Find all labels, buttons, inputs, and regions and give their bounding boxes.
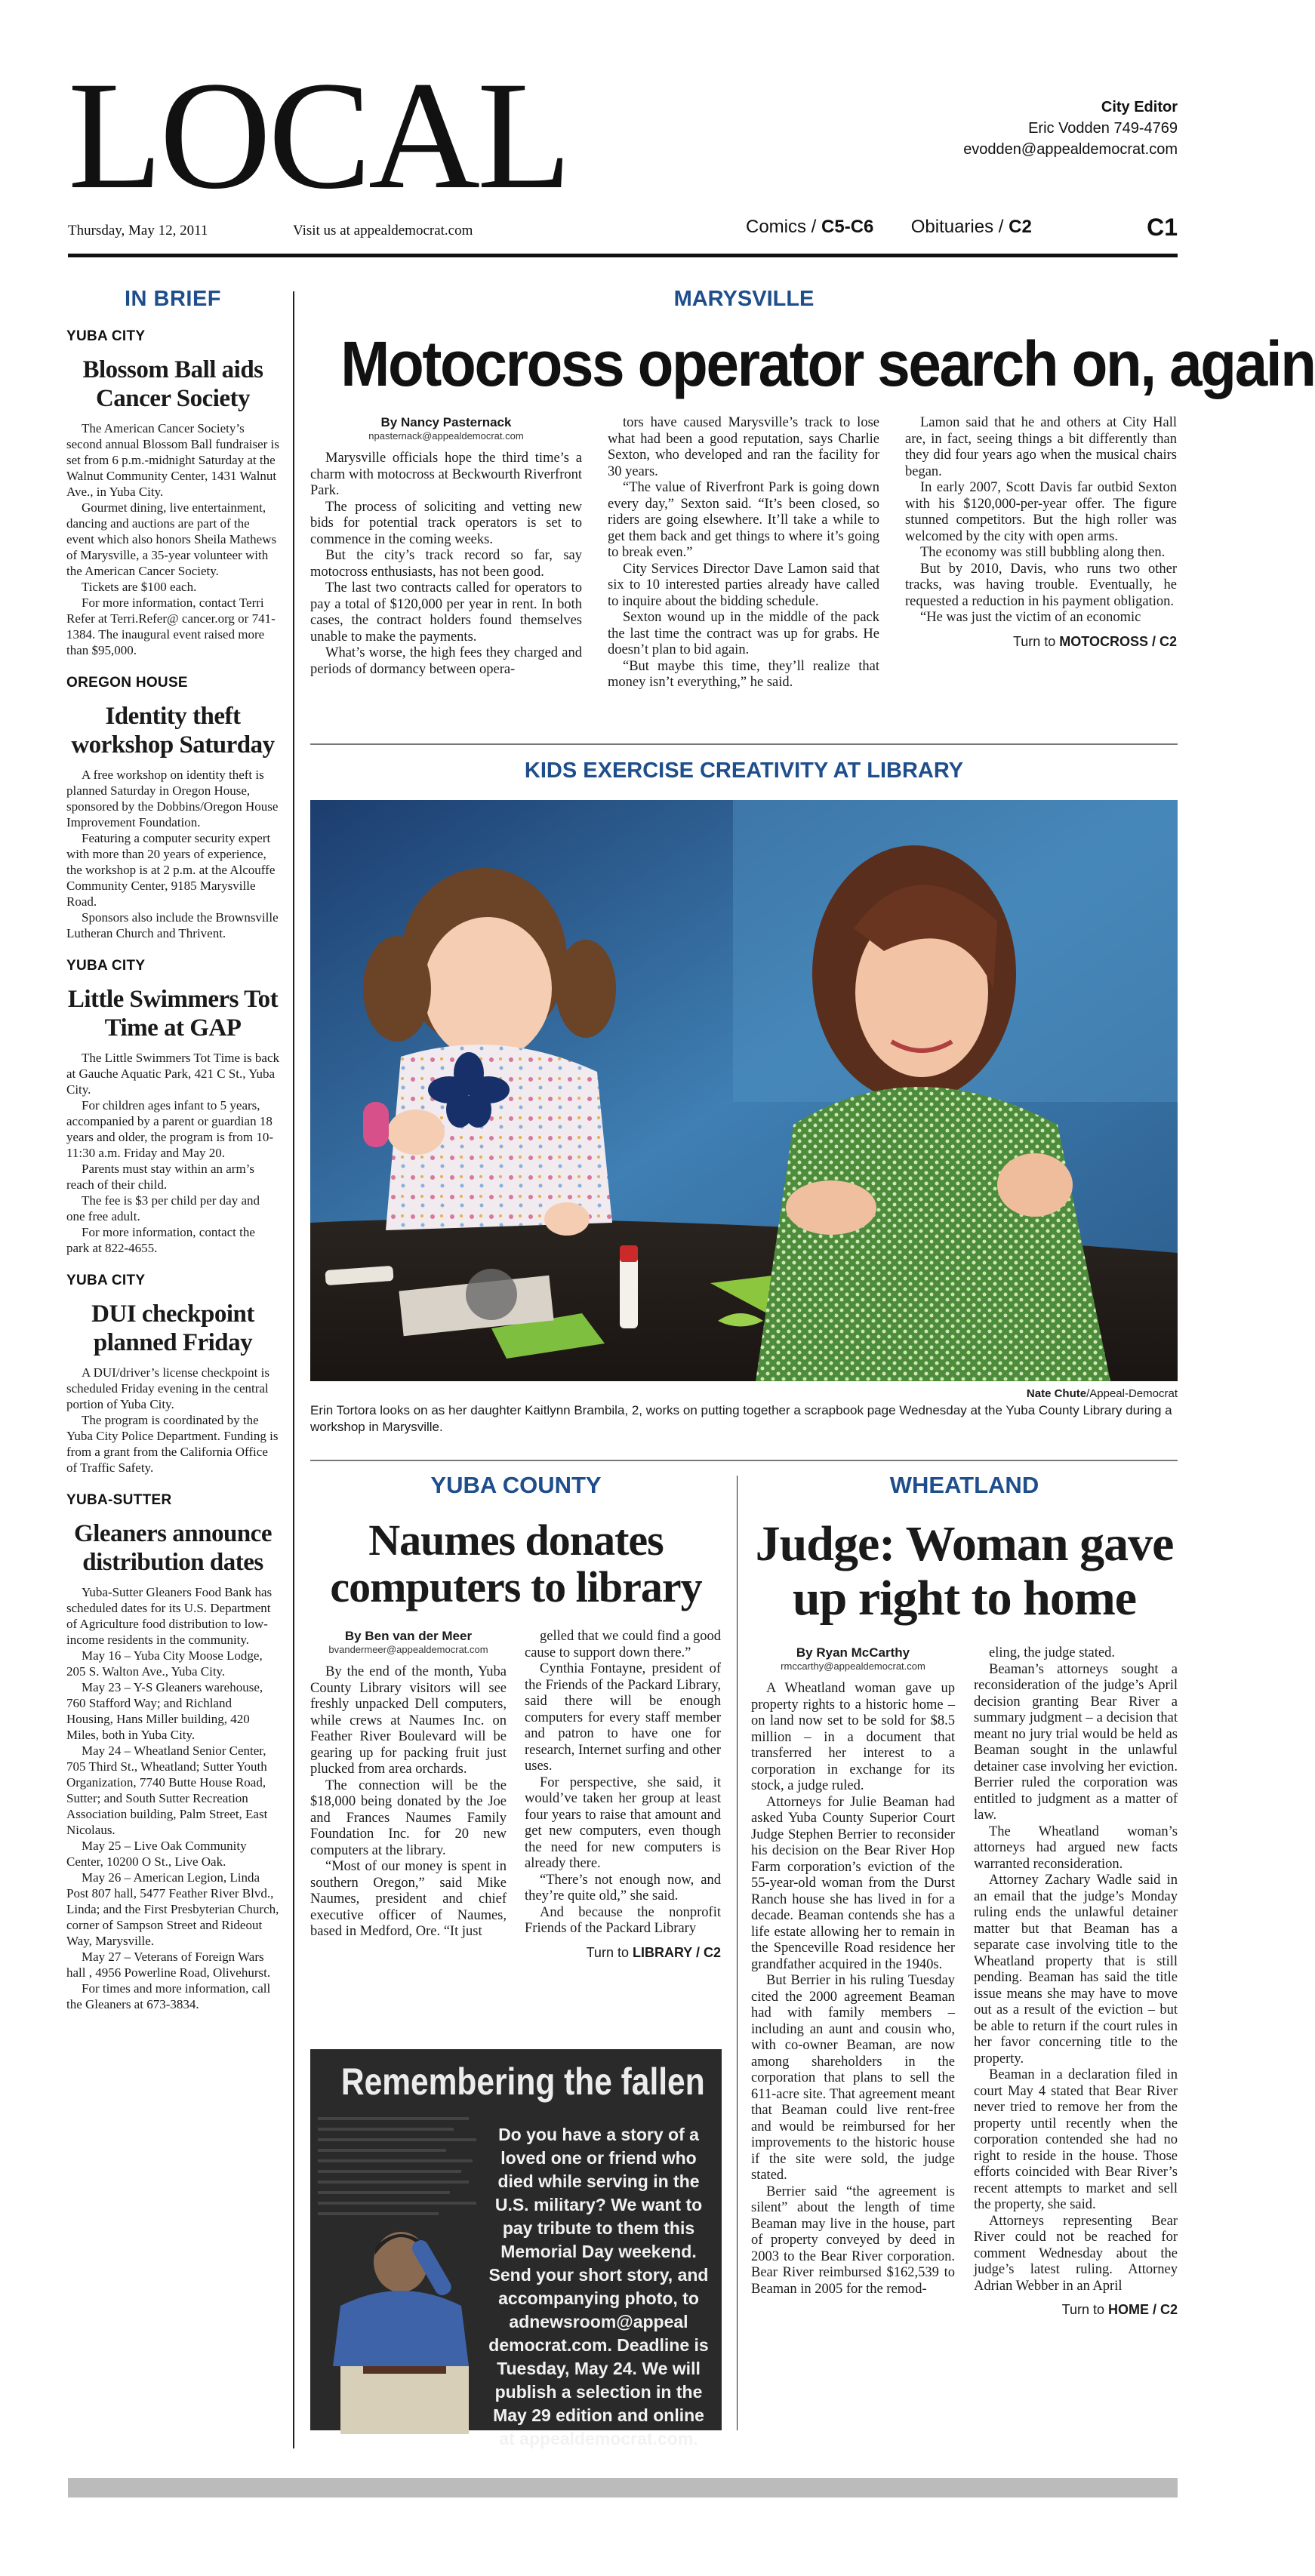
story-divider-top [310, 743, 1178, 745]
wheatland-story [751, 1472, 1178, 2461]
brief-paragraph: Sponsors also include the Brownsville Lutheran Church and Thrivent. [66, 910, 279, 940]
article-paragraph: Beaman in a declaration filed in court May 4 stated that Bear River never tried to remove her from the property until recently when the corporation contended she had no right to reside in the house. Those efforts coincided with Bear River’s recent attempts to market and sell the property, she said. [974, 2067, 1178, 2212]
yuba-story-byline [310, 1629, 507, 1655]
footer-bar [68, 2478, 1178, 2498]
yuba-story-jump[interactable]: Turn to LIBRARY / C2 [586, 1944, 721, 1960]
article-paragraph: City Services Director Dave Lamon said that six to 10 interested parties already have called to inquire about the bidding schedule. [608, 561, 879, 609]
top-story-column-1 [310, 415, 582, 678]
brief-paragraph: The fee is $3 per child per day and one free adult. [66, 1193, 260, 1223]
yuba-story-column-1 [310, 1629, 507, 1940]
masthead-rule [68, 254, 1178, 257]
top-story-headline[interactable]: Motocross operator search on, again [340, 328, 1315, 399]
comics-ref-label: Comics / [746, 217, 822, 237]
obits-ref-page[interactable]: C2 [1009, 217, 1032, 237]
brief-body [66, 767, 279, 941]
article-paragraph: The last two contracts called for operators to pay a total of $120,000 per year in rent. In both cases, the contract holders found themselves unable to make the payments. [310, 580, 582, 645]
wheatland-story-jump[interactable]: Turn to HOME / C2 [1061, 2302, 1178, 2317]
article-paragraph: “The value of Riverfront Park is going down every day,” Sexton said. “It’s been closed, so riders are going elsewhere. It’ll take a while to get them back and get things to where it’s going to break even.” [608, 480, 879, 560]
article-paragraph: Beaman’s attorneys sought a reconsideration of the judge’s April decision granting Bear River a summary judgment – a decision that meant no jury trial would be held as Beaman sought in the unlawful detainer case involving her eviction. Berrier ruled the corporation was entitled to judgment as a matter of law. [974, 1661, 1178, 1823]
brief-paragraph: For children ages infant to 5 years, accompanied by a parent or guardian 18 years and older, the program is from 10-11:30 a.m. Friday and May 20. [66, 1098, 274, 1160]
byline-email[interactable]: rmccarthy@appealdemocrat.com [781, 1660, 925, 1672]
brief-paragraph: A DUI/driver’s license checkpoint is scheduled Friday evening in the central portion of Yuba City. [66, 1365, 269, 1411]
brief-paragraph: May 24 – Wheatland Senior Center, 705 Third St., Wheatland; Sutter Youth Organization, 7740 Butte House Road, Sutter; and South Sutter Recreation Association building, Palm Street, East Nicolaus. [66, 1743, 268, 1837]
top-story-section-label: MARYSVILLE [673, 287, 815, 311]
page-references [746, 217, 1032, 238]
article-paragraph: “He was just the victim of an economic [920, 610, 1141, 625]
wheatland-story-column-2 [974, 1645, 1178, 2318]
byline-name: By Ryan McCarthy [796, 1645, 910, 1660]
obits-ref-label: Obituaries / [910, 217, 1009, 237]
brief-body [66, 1050, 279, 1256]
brief-kicker: YUBA CITY [66, 1273, 146, 1288]
brief-item [66, 1492, 279, 2012]
article-paragraph: Attorney Zachary Wadle said in an email that the judge’s Monday ruling ends the unlawful detainer matter but that Beaman has a separate case involving title to the Wheatland property that is still pending. Beaman has said the title issue means she may have to move out as a result of the eviction – but be able to return if the court rules in her favor concerning title to the property. [974, 1873, 1178, 2067]
article-paragraph: Sexton wound up in the middle of the pack the last time the contract was up for grabs. He doesn’t plan to bid again. [608, 610, 879, 657]
article-paragraph: What’s worse, the high fees they charged and periods of dormancy between opera- [310, 645, 582, 677]
brief-item [66, 958, 279, 1256]
brief-headline[interactable]: Blossom Ball aids Cancer Society [82, 356, 263, 412]
wheatland-label: WHEATLAND [889, 1472, 1039, 1498]
brief-paragraph: May 25 – Live Oak Community Center, 10200 O St., Live Oak. [66, 1839, 247, 1869]
brief-paragraph: Featuring a computer security expert with more than 20 years of experience, the workshop is at 2 p.m. at the Alcouffe Community Center, 9185 Marysville Road. [66, 831, 276, 909]
wheatland-headline[interactable]: Judge: Woman gave up right to home [755, 1516, 1174, 1626]
brief-paragraph: The program is coordinated by the Yuba City Police Department. Funding is from a grant from the California Office of Traffic Safety. [66, 1413, 279, 1475]
brief-paragraph: May 23 – Y-S Gleaners warehouse, 760 Stafford Way; and Richland Housing, Hans Miller building, 420 Miles, both in Yuba City. [66, 1680, 263, 1742]
brief-paragraph: The American Cancer Society’s second annual Blossom Ball fundraiser is set from 6 p.m.-midnight Saturday at the Walnut Community Center, 1431 Walnut Ave., in Yuba City. [66, 421, 279, 499]
article-paragraph: The connection will be the $18,000 being donated by the Joe and Frances Naumes Family Foundation Inc. for 20 new computers at the library. [310, 1777, 507, 1858]
top-story-column-2 [608, 415, 879, 691]
article-paragraph: Cynthia Fontayne, president of the Friends of the Packard Library, said there will be enough computers for every staff member and patron to have one for research, Internet surfing and other uses. [525, 1661, 721, 1774]
brief-paragraph: May 27 – Veterans of Foreign Wars hall , 4956 Powerline Road, Olivehurst. [66, 1950, 271, 1980]
yuba-story-column-2 [525, 1629, 721, 1961]
article-paragraph: The process of soliciting and vetting new bids for potential track operators is set to commence in the coming weeks. [310, 499, 582, 547]
article-paragraph: Attorneys for Julie Beaman had asked Yuba County Superior Court Judge Stephen Berrier to reconsider his decision on the Bear River Hop Farm corporation’s eviction of the 55-year-old woman from the Durst Ranch house she has lived in for a decade. Beaman contends she has a life estate allowing her to remain in the Spenceville Road residence her grandfather acquired in the 1940s. [751, 1794, 955, 1972]
brief-body [66, 1365, 279, 1476]
brief-paragraph: Gourmet dining, live entertainment, dancing and auctions are part of the event which also honors Sheila Mathews of Marysville, a 35-year volunteer with the American Cancer Society. [66, 500, 277, 578]
yuba-county-label: YUBA COUNTY [430, 1472, 602, 1498]
in-brief-column [66, 287, 279, 2430]
top-story-jump[interactable]: Turn to MOTOCROSS / C2 [1012, 633, 1177, 649]
brief-headline[interactable]: Little Swimmers Tot Time at GAP [67, 986, 279, 1042]
article-paragraph: eling, the judge stated. [989, 1645, 1115, 1660]
masthead [68, 50, 1178, 257]
top-story-column-3 [905, 415, 1177, 650]
in-brief-label: IN BRIEF [124, 287, 222, 311]
top-story-byline [310, 415, 582, 442]
article-paragraph: A Wheatland woman gave up property rights to a historic home – on land now set to be sold for $8.5 million – in a document that transferred her interest to a corporation in exchange for its stock, a judge ruled. [751, 1681, 955, 1793]
yuba-county-story [310, 1472, 722, 2051]
brief-paragraph: A free workshop on identity theft is planned Saturday in Oregon House, sponsored by the Dobbins/Oregon House Improvement Foundation. [66, 768, 279, 829]
article-paragraph: “There’s not enough now, and they’re quite old,” she said. [525, 1872, 721, 1904]
brief-paragraph: Yuba-Sutter Gleaners Food Bank has scheduled dates for its U.S. Department of Agriculture food distribution to low-income residents in the community. [66, 1585, 273, 1647]
feature-photo[interactable] [310, 800, 1178, 1381]
brief-body [66, 420, 279, 658]
editor-contact [963, 97, 1178, 160]
article-paragraph: Berrier said “the agreement is silent” about the length of time Beaman may live in the house, part of property conveyed by deed in 2003 to the Bear River corporation. Bear River reimbursed $162,539 to Beaman in 2005 for the remod- [751, 2184, 955, 2297]
article-paragraph: But Berrier in his ruling Tuesday cited the 2000 agreement Beaman had with family members – including an aunt and cousin who, with co-owner Beaman, are now among shareholders in the corporation that plans to sell the 611-acre site. That agreement meant that Beaman could live rent-free and would be reimbursed for her improvements to the historic house if the site were sold, the judge stated. [751, 1973, 955, 2183]
article-paragraph: Lamon said that he and others at City Hall are, in fact, seeing things a bit differently than they did four years ago when the musical chairs began. [905, 415, 1177, 479]
yuba-county-headline[interactable]: Naumes donates computers to library [330, 1516, 702, 1611]
brief-headline[interactable]: DUI checkpoint planned Friday [91, 1300, 254, 1356]
photo-feature-label: KIDS EXERCISE CREATIVITY AT LIBRARY [524, 759, 964, 783]
brief-kicker: YUBA CITY [66, 958, 146, 974]
article-paragraph: “Most of our money is spent in southern Oregon,” said Mike Naumes, president and chief executive officer of Naumes, based in Medford, Ore. “It just [310, 1859, 507, 1939]
byline-name: By Nancy Pasternack [380, 415, 512, 429]
promo-text: Do you have a story of a loved one or friend who died while serving in the U.S. military? We want to pay tribute to them this Memorial Day weekend. Send your short story, and accompanying photo, to adnewsroom@appeal democrat.com. Deadline is Tuesday, May 24. We will publish a selection in the May 29 edition and online at appealdemocrat.com. [488, 2125, 709, 2448]
editor-email[interactable]: evodden@appealdemocrat.com [963, 141, 1178, 158]
brief-body [66, 1584, 279, 2012]
article-paragraph: gelled that we could find a good cause to support down there.” [525, 1629, 721, 1660]
byline-name: By Ben van der Meer [344, 1629, 473, 1643]
byline-email[interactable]: bvandermeer@appealdemocrat.com [328, 1644, 488, 1655]
photo-cutline: Erin Tortora looks on as her daughter Kaitlynn Brambila, 2, works on putting together a scrapbook page Wednesday at the Yuba County Library during a workshop in Marysville. [310, 1403, 1172, 1434]
top-story [310, 287, 1315, 690]
memorial-day-promo[interactable] [310, 2049, 722, 2448]
column-divider-left [293, 291, 294, 2448]
brief-item [66, 328, 279, 658]
brief-paragraph: For more information, contact Terri Refer at Terri.Refer@ cancer.org or 741-1384. The inaugural event raised more than $95,000. [66, 596, 276, 657]
article-paragraph: The economy was still bubbling along then. [920, 545, 1166, 560]
photo-credit: Nate Chute/Appeal-Democrat [1026, 1387, 1178, 1400]
column-divider-lower [737, 1476, 738, 2430]
editor-name: Eric Vodden 749-4769 [1028, 120, 1178, 137]
article-paragraph: By the end of the month, Yuba County Library visitors will see freshly unpacked Dell computers, while crews at Naumes Inc. on Feather River Boulevard will be gearing up for packing fruit just plucked from area orchards. [310, 1664, 507, 1777]
brief-paragraph: Parents must stay within an arm’s reach of their child. [66, 1162, 255, 1192]
editor-title: City Editor [1101, 99, 1178, 115]
article-paragraph: In early 2007, Scott Davis far outbid Sexton with his $120,000-per-year offer. The figure stunned competitors. But the high roller was welcomed by the city with open arms. [905, 480, 1177, 544]
article-paragraph: tors have caused Marysville’s track to lose what had been a good reputation, says Charlie Sexton, who developed and ran the facility for 30 years. [608, 415, 879, 479]
byline-email[interactable]: npasternack@appealdemocrat.com [368, 430, 524, 442]
brief-paragraph: May 26 – American Legion, Linda Post 807 hall, 5477 Feather River Blvd., Linda; and the First Presbyterian Church, corner of Sampson Street and Rideout Way, Marysville. [66, 1870, 279, 1948]
article-paragraph: And because the nonprofit Friends of the Packard Library [525, 1904, 721, 1936]
brief-paragraph: For more information, contact the park at 822-4655. [66, 1225, 255, 1255]
issue-date: Thursday, May 12, 2011 [68, 223, 208, 239]
brief-kicker: YUBA-SUTTER [66, 1492, 172, 1508]
brief-paragraph: May 16 – Yuba City Moose Lodge, 205 S. Walton Ave., Yuba City. [66, 1648, 263, 1679]
brief-headline[interactable]: Gleaners announce distribution dates [74, 1520, 272, 1576]
article-paragraph: Attorneys representing Bear River could not be reached for comment Wednesday about the judge’s latest ruling. Attorney Adrian Webber in an April [974, 2213, 1178, 2294]
brief-item [66, 1273, 279, 1476]
brief-paragraph: The Little Swimmers Tot Time is back at Gauche Aquatic Park, 421 C St., Yuba City. [66, 1051, 279, 1097]
section-title: LOCAL [68, 50, 569, 221]
article-paragraph: “But maybe this time, they’ll realize that money isn’t everything,” he said. [608, 658, 879, 690]
article-paragraph: But by 2010, Davis, who runs two other tracks, was having trouble. Eventually, he requested a reduction in his payment obligation. [905, 561, 1177, 609]
brief-paragraph: For times and more information, call the Gleaners at 673-3834. [66, 1981, 271, 2011]
article-paragraph: The Wheatland woman’s attorneys had argued new facts warranted reconsideration. [974, 1824, 1178, 1872]
article-paragraph: Marysville officials hope the third time’s a charm with motocross at Beckwourth Riverfront Park. [310, 451, 582, 498]
brief-kicker: OREGON HOUSE [66, 675, 188, 691]
article-paragraph: But the city’s track record so far, say motocross enthusiasts, has not been good. [310, 548, 582, 580]
story-divider-bottom [310, 1460, 1178, 1461]
website-link[interactable]: Visit us at appealdemocrat.com [293, 223, 473, 239]
page-number: C1 [1147, 214, 1178, 241]
wheatland-story-column-1 [751, 1645, 955, 2297]
article-paragraph: For perspective, she said, it would’ve taken her group at least four years to raise that amount and get new computers, even though the need for new computers is already there. [525, 1774, 721, 1871]
brief-headline[interactable]: Identity theft workshop Saturday [71, 703, 275, 759]
wheatland-story-byline [751, 1645, 955, 1672]
promo-title: Remembering the fallen [340, 2060, 705, 2103]
brief-kicker: YUBA CITY [66, 328, 146, 344]
comics-ref-page[interactable]: C5-C6 [821, 217, 874, 237]
brief-item [66, 675, 279, 941]
dateline [68, 215, 1178, 242]
brief-paragraph: Tickets are $100 each. [82, 580, 197, 594]
